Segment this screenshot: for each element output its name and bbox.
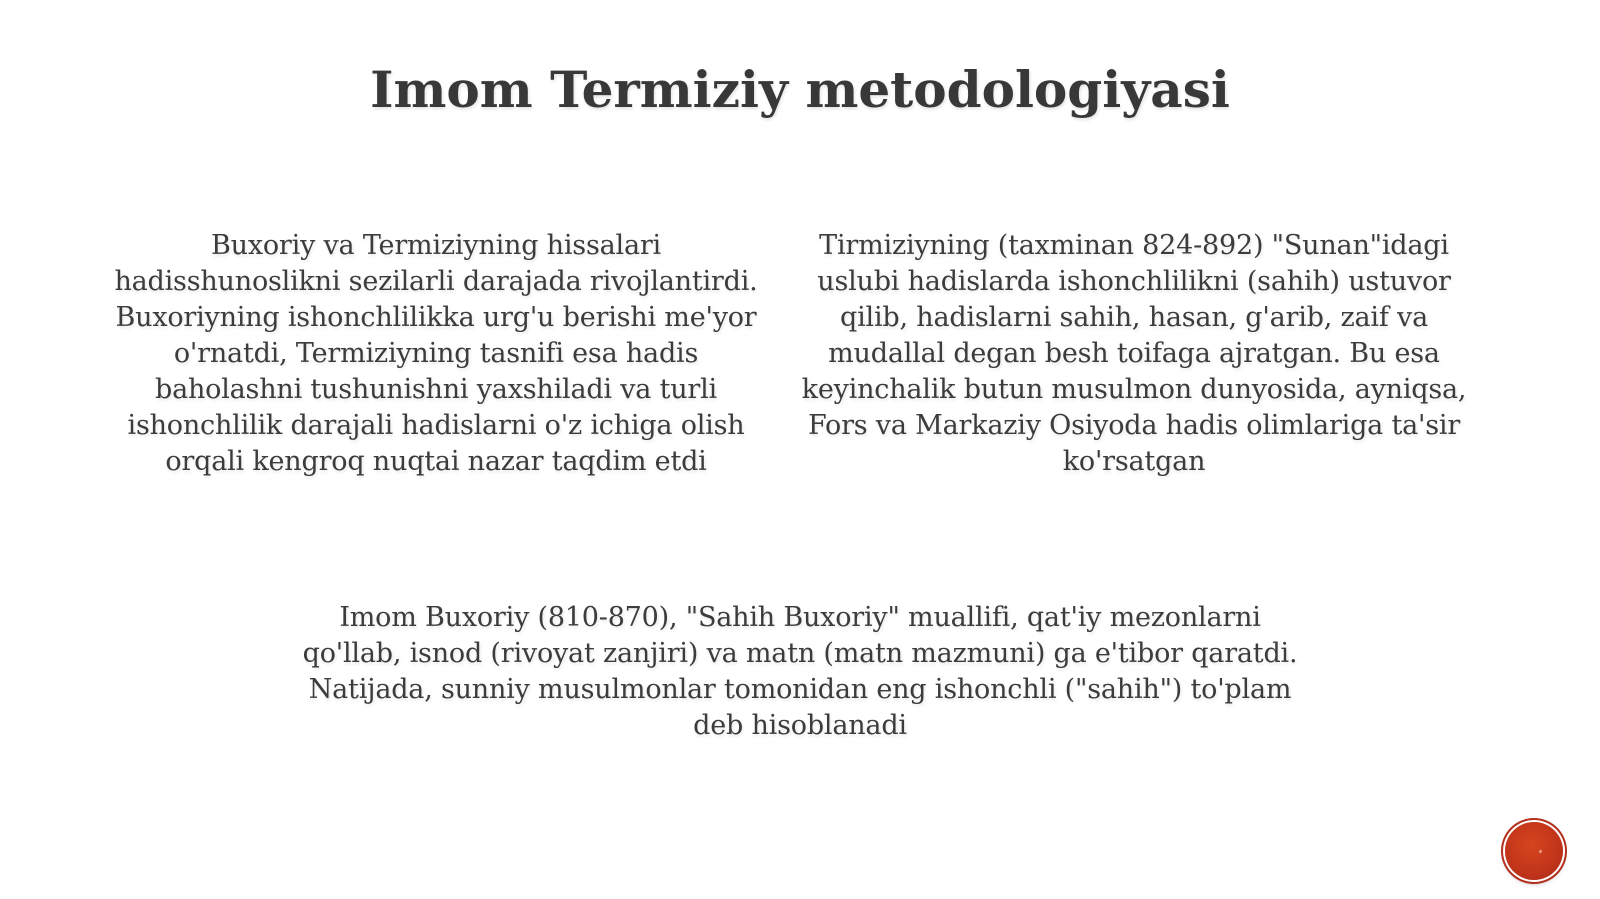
bottom-text-block: Imom Buxoriy (810-870), "Sahih Buxoriy" muallifi, qat'iy mezonlarni qo'llab, isnod (rivoyat zanjiri) va matn (matn mazmuni) ga e'tibor qaratdi. Natijada, sunniy musulmonlar tomonidan eng ishonchli ("sahih") to'plam deb hisoblanadi bbox=[302, 602, 1298, 741]
circle-nav-icon bbox=[1539, 850, 1542, 853]
right-text-block: Tirmiziyning (taxminan 824-892) "Sunan"idagi uslubi hadislarda ishonchlilikni (sahih) ustuvor qilib, hadislarni sahih, hasan, g'arib, zaif va mudallal degan besh toifaga ajratgan. Bu esa keyinchalik butun musulmon dunyosida, ayniqsa, Fors va Markaziy Osiyoda hadis olimlariga ta'sir ko'rsatgan bbox=[801, 230, 1467, 477]
left-text-block: Buxoriy va Termiziyning hissalari hadisshunoslikni sezilarli darajada rivojlantirdi. Buxoriyning ishonchlilikka urg'u berishi me'yor o'rnatdi, Termiziyning tasnifi esa hadis baholashni tushunishni yaxshiladi va turli ishonchlilik darajali hadislarni o'z ichiga olish orqali kengroq nuqtai nazar taqdim etdi bbox=[114, 230, 758, 477]
slide-nav-button[interactable] bbox=[1505, 822, 1563, 880]
slide-title: Imom Termiziy metodologiyasi bbox=[370, 60, 1230, 119]
